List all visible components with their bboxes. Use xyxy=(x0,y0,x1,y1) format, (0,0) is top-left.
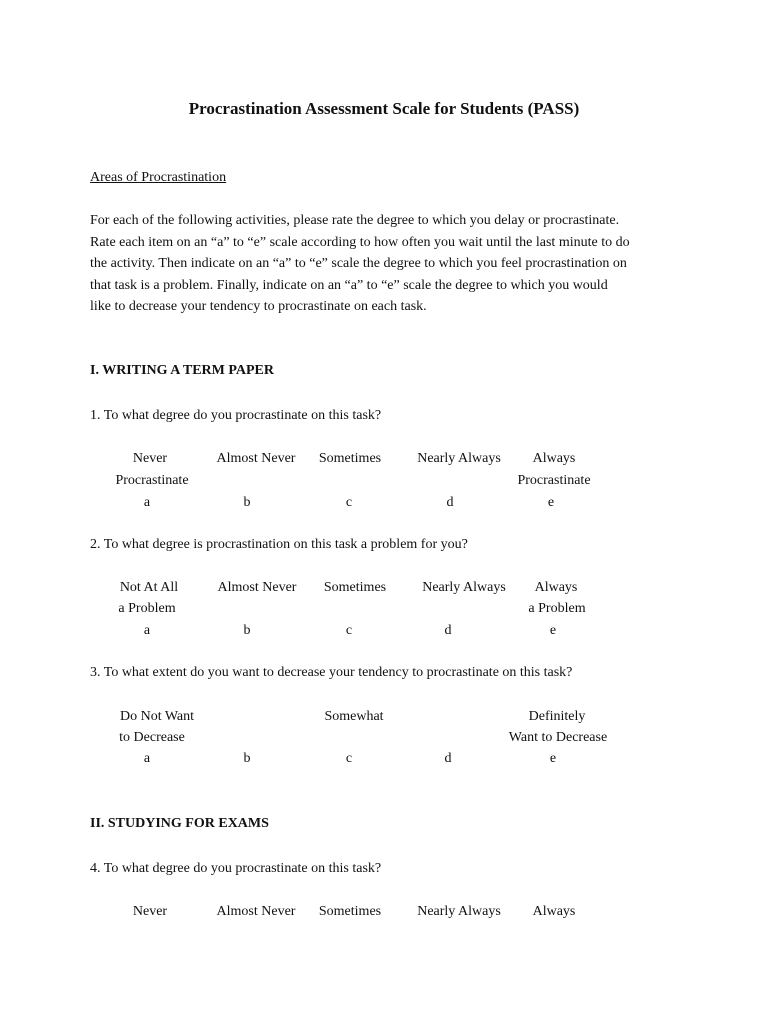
scale-label: Sometimes xyxy=(318,904,382,919)
scale-label: Always xyxy=(534,580,578,595)
scale-label: Want to Decrease xyxy=(508,730,608,745)
question-4: 4. To what degree do you procrastinate on this task? xyxy=(90,861,382,876)
instructions-line: For each of the following activities, please rate the degree to which you delay or procrastinate. xyxy=(90,213,620,228)
scale-label: Nearly Always xyxy=(417,451,501,466)
option-d[interactable]: d xyxy=(446,495,454,510)
scale-label: Always xyxy=(532,451,576,466)
scale-label: Nearly Always xyxy=(422,580,506,595)
option-b[interactable]: b xyxy=(243,623,251,638)
option-b[interactable]: b xyxy=(243,751,251,766)
question-3: 3. To what extent do you want to decrease your tendency to procrastinate on this task? xyxy=(90,665,573,680)
instructions-line: the activity. Then indicate on an “a” to “e” scale the degree to which you feel procrastination on xyxy=(90,256,627,272)
scale-label: Almost Never xyxy=(216,451,296,466)
question-2: 2. To what degree is procrastination on this task a problem for you? xyxy=(90,537,468,552)
scale-label: Procrastinate xyxy=(517,473,591,488)
instructions-line: Rate each item on an “a” to “e” scale according to how often you wait until the last minute to do xyxy=(90,234,630,250)
scale-label: Procrastinate xyxy=(115,473,189,488)
option-a[interactable]: a xyxy=(143,495,151,510)
instructions-line: that task is a problem. Finally, indicate on an “a” to “e” scale the degree to which you would xyxy=(90,277,608,293)
option-b[interactable]: b xyxy=(243,495,251,510)
option-e[interactable]: e xyxy=(547,495,555,510)
option-d[interactable]: d xyxy=(444,751,452,766)
option-c[interactable]: c xyxy=(345,751,353,766)
instructions-paragraph xyxy=(90,210,690,318)
document-title: Procrastination Assessment Scale for Students (PASS) xyxy=(188,99,580,118)
scale-label: Almost Never xyxy=(217,580,297,595)
scale-label: Always xyxy=(532,904,576,919)
scale-label: a Problem xyxy=(528,601,586,616)
option-e[interactable]: e xyxy=(549,623,557,638)
scale-label: Do Not Want xyxy=(119,709,195,724)
option-c[interactable]: c xyxy=(345,495,353,510)
scale-label: Sometimes xyxy=(323,580,387,595)
question-1: 1. To what degree do you procrastinate on this task? xyxy=(90,408,382,423)
scale-label: Somewhat xyxy=(324,709,384,724)
option-a[interactable]: a xyxy=(143,623,151,638)
option-c[interactable]: c xyxy=(345,623,353,638)
option-d[interactable]: d xyxy=(444,623,452,638)
option-e[interactable]: e xyxy=(549,751,557,766)
section-heading-writing-term-paper: I. WRITING A TERM PAPER xyxy=(90,363,274,378)
scale-label: Sometimes xyxy=(318,451,382,466)
scale-label: to Decrease xyxy=(119,730,185,745)
areas-subheading: Areas of Procrastination xyxy=(90,170,227,185)
scale-label: Definitely xyxy=(528,709,586,724)
option-a[interactable]: a xyxy=(143,751,151,766)
scale-label: Never xyxy=(132,904,168,919)
instructions-line: like to decrease your tendency to procrastinate on each task. xyxy=(90,299,427,315)
scale-label: a Problem xyxy=(118,601,176,616)
section-heading-studying-for-exams: II. STUDYING FOR EXAMS xyxy=(90,816,269,831)
scale-label: Nearly Always xyxy=(417,904,501,919)
scale-label: Almost Never xyxy=(216,904,296,919)
scale-label: Not At All xyxy=(119,580,179,595)
scale-label: Never xyxy=(132,451,168,466)
